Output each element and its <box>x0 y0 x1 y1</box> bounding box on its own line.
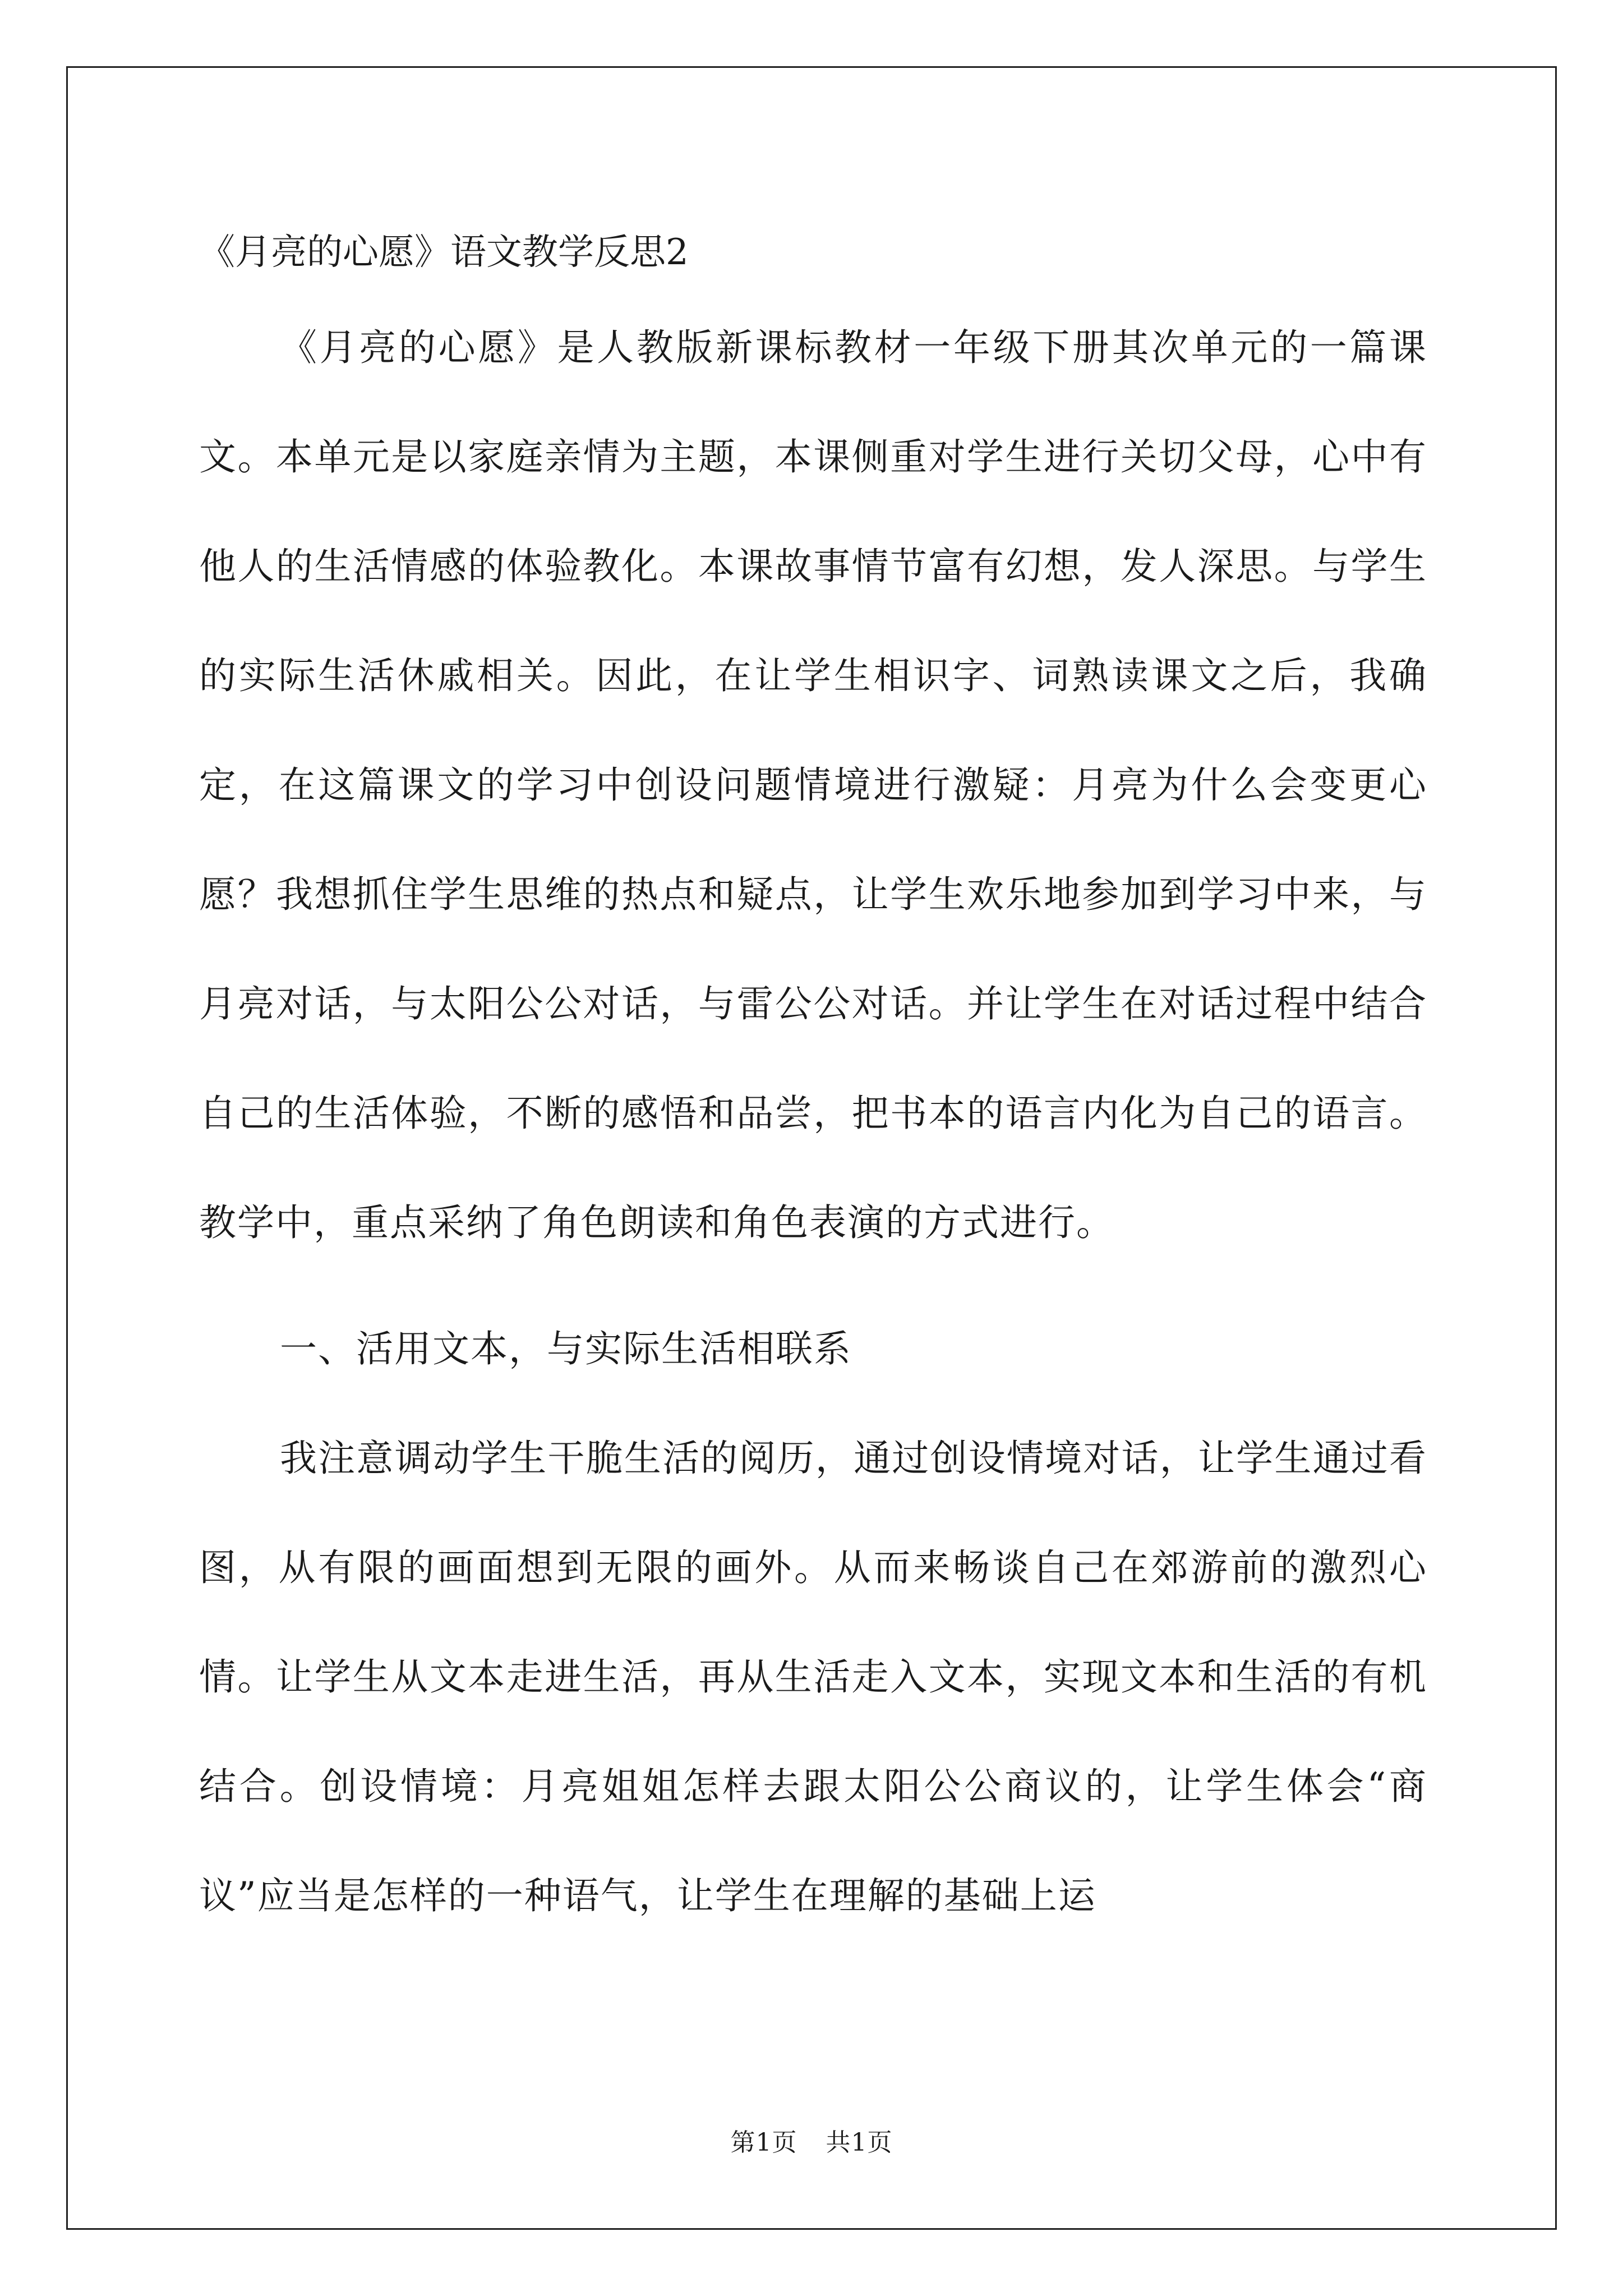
page-number-total: 共1页 <box>826 2128 893 2157</box>
page-number-current: 第1页 <box>730 2128 797 2157</box>
section-heading-1: 一、活用文本，与实际生活相联系 <box>280 1327 852 1370</box>
document-title: 《月亮的心愿》语文教学反思2 <box>199 232 689 273</box>
paragraph-section-1: 我注意调动学生干脆生活的阅历，通过创设情境对话，让学生通过看图，从有限的画面想到无限的画外。从而来畅谈自己在郊游前的激烈心情。让学生从文本走进生活，再从生活走入文本，实现文本和生活的有机结合。创设情境：月亮姐姐怎样去跟太阳公公商议的，让学生体会“商议”应当是怎样的一种语气，让学生在理解的基础上运 <box>199 1437 1427 1917</box>
page-footer <box>0 2126 1623 2160</box>
paragraph-intro: 《月亮的心愿》是人教版新课标教材一年级下册其次单元的一篇课文。本单元是以家庭亲情为主题，本课侧重对学生进行关切父母，心中有他人的生活情感的体验教化。本课故事情节富有幻想，发人深思。与学生的实际生活休戚相关。因此，在让学生相识字、词熟读课文之后，我确定，在这篇课文的学习中创设问题情境进行激疑：月亮为什么会变更心愿？我想抓住学生思维的热点和疑点，让学生欢乐地参加到学习中来，与月亮对话，与太阳公公对话，与雷公公对话。并让学生在对话过程中结合自己的生活体验，不断的感悟和品尝，把书本的语言内化为自己的语言。教学中，重点采纳了角色朗读和角色表演的方式进行。 <box>199 326 1427 1244</box>
